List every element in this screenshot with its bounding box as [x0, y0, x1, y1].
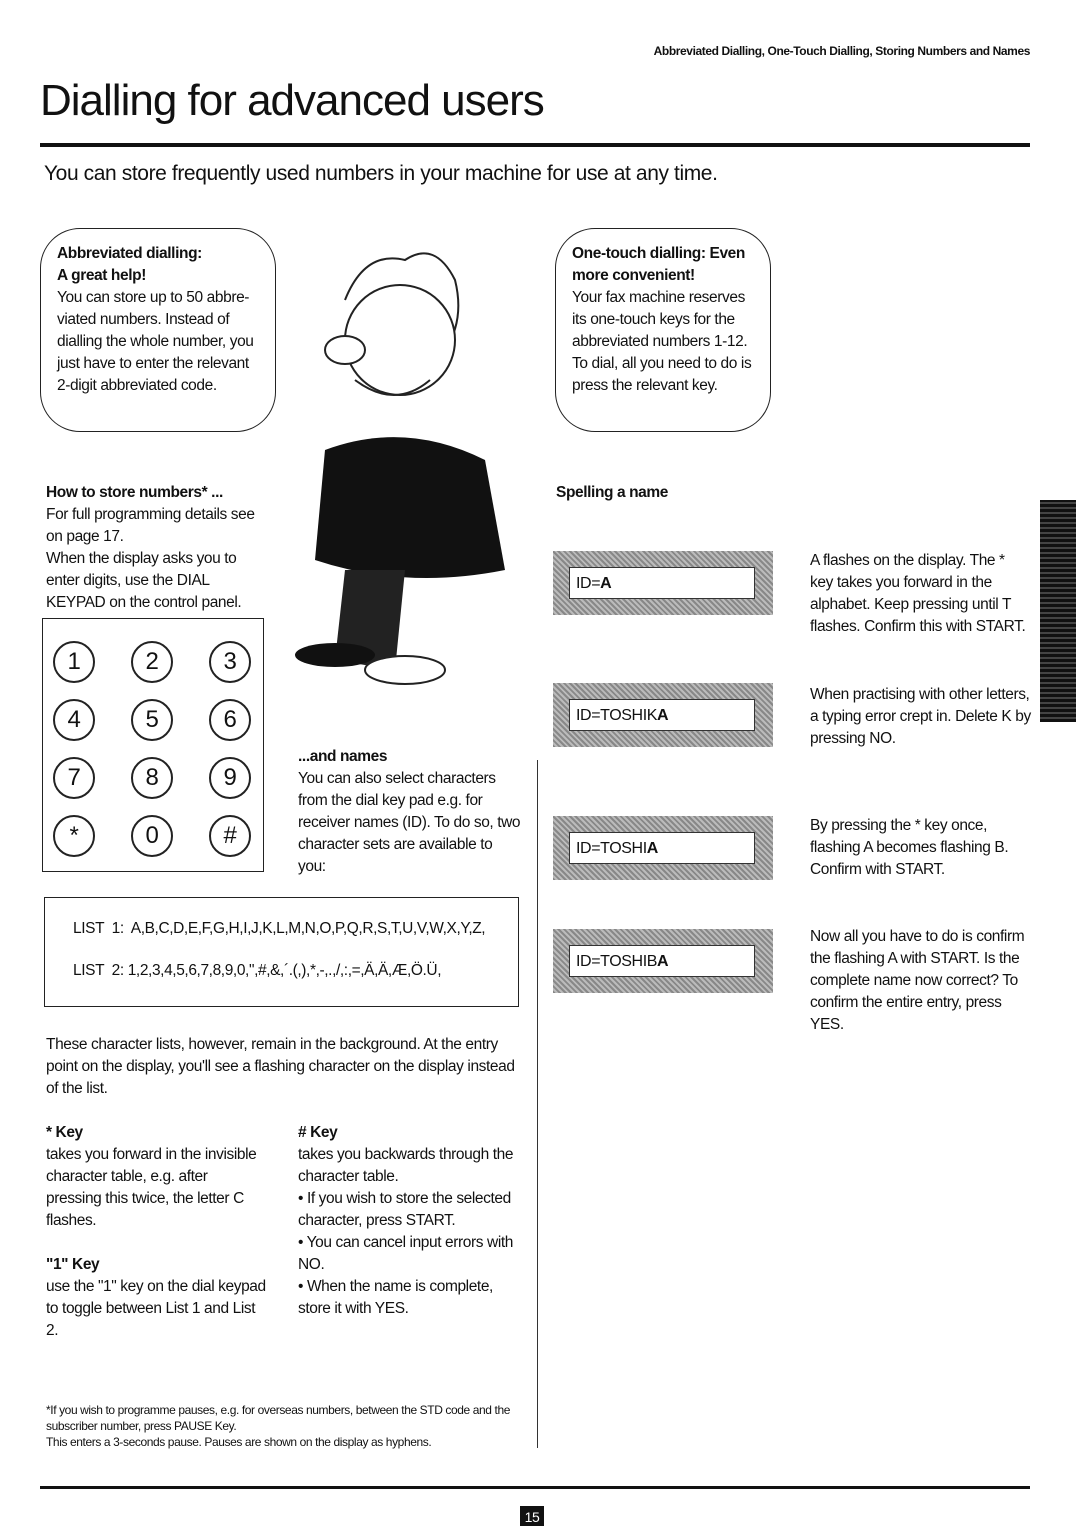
key-hash: # [209, 815, 251, 857]
how-to-store-heading: How to store numbers* ... [46, 484, 223, 501]
star-key-text: takes you forward in the invisible character table, e.g. after pressing this twice, the letter C flashes. [46, 1146, 257, 1229]
section-thumb-tab [1040, 500, 1076, 722]
key-1: 1 [53, 641, 95, 683]
one-key-heading: "1" Key [46, 1256, 100, 1273]
step-1-text: A flashes on the display. The * key takes you forward in the alphabet. Keep pressing until T flashes. Confirm this with START. [810, 552, 1026, 635]
list-2: LIST 2: 1,2,3,4,5,6,7,8,9,0,",#,&,´.(,),*,-,.,/,:,=,Ä,Ä,Æ,Ö.Ü, [73, 962, 442, 979]
bullet-item: • When the name is complete, store it with YES. [298, 1276, 523, 1320]
how-to-store-text-2: When the display asks you to enter digits, use the DIAL KEYPAD on the control panel. [46, 550, 242, 611]
display-flashing-char: A [600, 575, 612, 592]
background-note: These character lists, however, remain in the background. At the entry point on the display, you'll see a flashing character on the display instead of the list. [46, 1036, 515, 1097]
lcd-display-1 [553, 551, 773, 615]
bubble-text: You can store up to 50 abbre-viated numbers. Instead of dialling the whole number, you just have to enter the relevant 2-digit abbreviated code. [57, 289, 254, 394]
display-text: ID=TOSHI [576, 840, 647, 857]
display-text: ID=TOSHIB [576, 953, 658, 970]
display-flashing-char: A [657, 707, 669, 724]
key-0: 0 [131, 815, 173, 857]
subtitle: You can store frequently used numbers in your machine for use at any time. [44, 162, 718, 185]
spelling-heading: Spelling a name [556, 484, 669, 501]
bullet-item: • You can cancel input errors with NO. [298, 1232, 523, 1276]
bubble-abbreviated-dialling [40, 228, 276, 432]
bubble-heading: more convenient! [572, 267, 695, 284]
bubble-one-touch-dialling [555, 228, 771, 432]
key-8: 8 [131, 757, 173, 799]
list-1: LIST 1: A,B,C,D,E,F,G,H,I,J,K,L,M,N,O,P,Q,R,S,T,U,V,W,X,Y,Z, [73, 920, 486, 937]
how-to-store-text: For full programming details see on page 17. [46, 506, 255, 545]
hash-key-bullets [298, 1188, 523, 1320]
bullet-item: • If you wish to store the selected character, press START. [298, 1188, 523, 1232]
lcd-display-2 [553, 683, 773, 747]
keypad-illustration [42, 618, 264, 872]
cartoon-man-illustration [285, 240, 535, 700]
display-text: ID= [576, 575, 601, 592]
running-header: Abbreviated Dialling, One-Touch Dialling, Storing Numbers and Names [653, 44, 1030, 58]
page-number: 15 [520, 1506, 544, 1526]
key-3: 3 [209, 641, 251, 683]
bottom-rule [40, 1486, 1030, 1489]
one-key-text: use the "1" key on the dial keypad to toggle between List 1 and List 2. [46, 1278, 266, 1339]
hash-key-heading: # Key [298, 1124, 338, 1141]
key-7: 7 [53, 757, 95, 799]
display-text: ID=TOSHIK [576, 707, 658, 724]
bubble-text: Your fax machine reserves its one-touch keys for the abbreviated numbers 1-12. To dial, all you need to do is press the relevant key. [572, 289, 752, 394]
step-2-text: When practising with other letters, a typing error crept in. Delete K by pressing NO. [810, 686, 1031, 747]
bubble-heading: A great help! [57, 267, 146, 284]
key-9: 9 [209, 757, 251, 799]
page-title: Dialling for advanced users [40, 76, 544, 125]
character-lists-box [44, 897, 519, 1007]
lcd-display-4 [553, 929, 773, 993]
key-5: 5 [131, 699, 173, 741]
key-2: 2 [131, 641, 173, 683]
display-flashing-char: A [657, 953, 669, 970]
bubble-heading: One-touch dialling: Even [572, 245, 745, 262]
footnote-line: This enters a 3-seconds pause. Pauses are shown on the display as hyphens. [46, 1435, 432, 1449]
step-4-text: Now all you have to do is confirm the flashing A with START. Is the complete name now correct? To confirm the entire entry, press YES. [810, 928, 1025, 1033]
display-flashing-char: A [646, 840, 658, 857]
lcd-display-3 [553, 816, 773, 880]
key-6: 6 [209, 699, 251, 741]
footnote [46, 1402, 526, 1450]
key-star: * [53, 815, 95, 857]
title-rule [40, 143, 1030, 147]
key-4: 4 [53, 699, 95, 741]
step-3-text: By pressing the * key once, flashing A becomes flashing B. Confirm with START. [810, 817, 1009, 878]
hash-key-text: takes you backwards through the character table. [298, 1146, 514, 1185]
and-names-text: You can also select characters from the dial key pad e.g. for receiver names (ID). To do so, two character sets are available to you: [298, 770, 521, 875]
and-names-heading: ...and names [298, 748, 388, 765]
bubble-heading: Abbreviated dialling: [57, 245, 202, 262]
footnote-line: *If you wish to programme pauses, e.g. for overseas numbers, between the STD code and the subscriber number, press PAUSE Key. [46, 1403, 511, 1433]
star-key-heading: * Key [46, 1124, 83, 1141]
column-divider [537, 760, 538, 1448]
